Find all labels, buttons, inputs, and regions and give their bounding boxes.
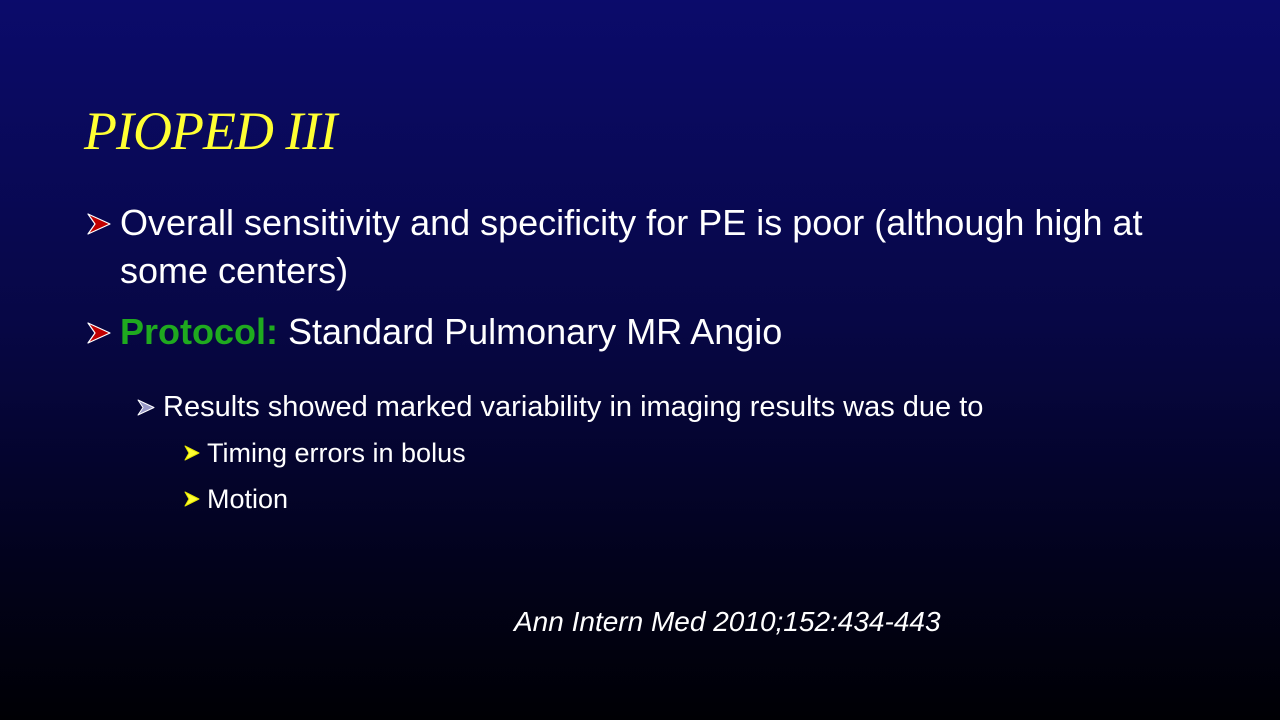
- arrow-bullet-icon: [86, 321, 120, 345]
- citation: Ann Intern Med 2010;152:434-443: [514, 606, 941, 637]
- arrow-bullet-icon: [136, 398, 163, 417]
- bullet-text: Results showed marked variability in imaging results was due to: [163, 391, 984, 423]
- bullet-text: [120, 308, 782, 356]
- sub-bullet-results: [136, 387, 983, 427]
- sub-sub-bullet-motion: [183, 481, 288, 517]
- protocol-text: Standard Pulmonary MR Angio: [278, 311, 783, 352]
- sub-sub-bullet-timing: [183, 435, 466, 471]
- bullet-sensitivity: [86, 199, 1186, 295]
- slide-title: PIOPED III: [84, 101, 337, 161]
- bullet-text: Timing errors in bolus: [207, 438, 466, 468]
- bullet-protocol: [86, 308, 782, 356]
- arrow-bullet-icon: [183, 444, 207, 462]
- arrow-bullet-icon: [86, 212, 120, 236]
- arrow-bullet-icon: [183, 490, 207, 508]
- protocol-label: Protocol:: [120, 311, 278, 352]
- bullet-text: Overall sensitivity and specificity for PE is poor (although high at some centers): [120, 202, 1143, 291]
- bullet-text: Motion: [207, 484, 289, 514]
